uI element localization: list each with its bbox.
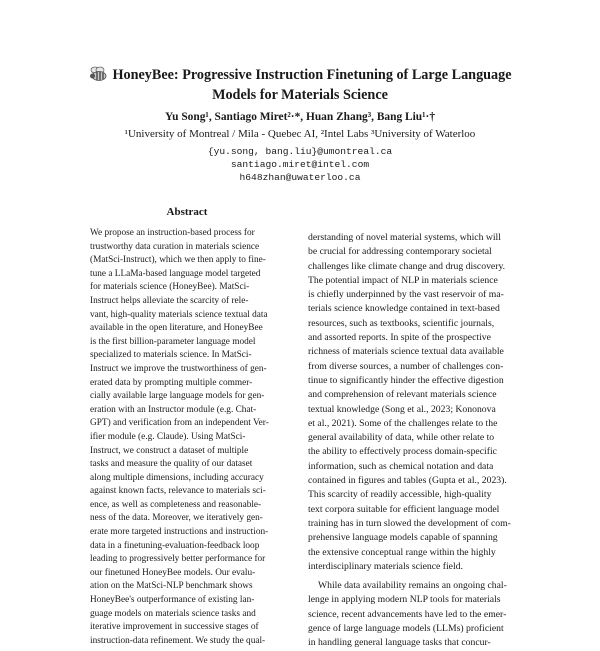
text-line: contained in figures and tables (Gupta et al., 2023). — [308, 475, 507, 487]
honeybee-logo-icon — [88, 66, 108, 87]
text-line: (MatSci-Instruct), which we then apply to fine- — [90, 255, 266, 266]
text-line: gence of large language models (LLMs) proficient — [308, 623, 504, 635]
text-line: available in the open literature, and HoneyBee — [90, 323, 263, 334]
text-line: HoneyBee's outperformance of existing lan- — [90, 595, 255, 606]
text-line: and assorted reports. In spite of the prospective — [308, 332, 491, 344]
text-line: along multiple dimensions, including accuracy — [90, 472, 264, 483]
title-line-1: HoneyBee: Progressive Instruction Finetuning of Large Language — [112, 67, 512, 83]
text-line: terials science knowledge contained in text-based — [308, 303, 500, 315]
text-line: our finetuned HoneyBee models. Our evalu- — [90, 567, 256, 578]
text-line: training has in turn slowed the development of com- — [308, 517, 511, 529]
text-line: textual knowledge (Song et al., 2023; Kononova — [308, 403, 496, 415]
text-line: is the first billion-parameter language model — [90, 336, 256, 347]
text-line: trustworthy data curation in materials science — [90, 241, 260, 252]
text-line: instruction-data refinement. We study the qual- — [90, 635, 266, 646]
paper-title — [0, 66, 600, 104]
affiliations: ¹University of Montreal / Mila - Quebec AI, ²Intel Labs ³University of Waterloo — [124, 128, 476, 140]
text-line: ness of the data. Moreover, we iteratively gen- — [90, 513, 263, 524]
text-line: challenges like climate change and drug discovery. — [308, 260, 506, 272]
text-line: While data availability remains an ongoing chal- — [318, 580, 507, 592]
text-line: general availability of data, while other relate to — [308, 432, 495, 444]
text-line: prehensive language models capable of spanning — [308, 532, 498, 544]
text-line: science, recent advancements have led to the emer- — [308, 608, 507, 620]
text-line: information, such as chemical notation and data — [308, 460, 494, 472]
text-line: et al., 2021). Some of the challenges relate to the — [308, 417, 498, 429]
text-line: eration with an Instructor module (e.g. Chat- — [90, 404, 257, 415]
text-line: resources, such as textbooks, scientific journals, — [308, 317, 495, 329]
text-line: Instruct we improve the trustworthiness of gen- — [90, 363, 267, 374]
text-line: cially available large language models for gen- — [90, 391, 265, 402]
abstract-body — [90, 227, 286, 648]
text-line: from diverse sources, a number of challenges con- — [308, 360, 504, 372]
email-intel: santiago.miret@intel.com — [230, 159, 370, 170]
text-line: in handling general language tasks that concur- — [308, 637, 491, 649]
text-line: derstanding of novel material systems, which will — [308, 232, 501, 243]
text-line: ation on the MatSci-NLP benchmark shows — [90, 581, 253, 592]
text-line: tinue to significantly hinder the effective digestion — [308, 374, 504, 386]
text-line: iterative improvement in successive stages of — [90, 622, 259, 633]
text-line: Instruct, we construct a dataset of multiple — [90, 445, 249, 456]
author-list: Yu Song¹, Santiago Miret²·*, Huan Zhang³, Bang Liu¹·† — [164, 111, 436, 123]
text-line: erate more targeted instructions and instruction- — [90, 527, 269, 538]
introduction-body — [308, 231, 534, 651]
text-line: ence, as well as completeness and reasonable- — [90, 499, 262, 510]
text-line: GPT) and verification from an independent Ver- — [90, 418, 269, 429]
text-line: We propose an instruction-based process for — [90, 228, 255, 238]
text-line: interdisciplinary materials science field. — [308, 560, 463, 572]
text-line: richness of materials science textual data available — [308, 346, 504, 358]
text-line: the extensive conceptual range within the highly — [308, 546, 496, 558]
text-line: and comprehension of relevant materials science — [308, 389, 497, 401]
email-uwaterloo: h648zhan@uwaterloo.ca — [239, 172, 361, 183]
text-line: ifier module (e.g. Claude). Using MatSci- — [90, 431, 246, 442]
text-line: the ability to effectively process domain-specific — [308, 446, 497, 458]
text-line: be crucial for addressing contemporary societal — [308, 246, 492, 258]
abstract-heading: Abstract — [166, 206, 208, 218]
text-line: Instruct helps alleviate the scarcity of rele- — [90, 295, 249, 306]
text-line: lenge in applying modern NLP tools for materials — [308, 594, 501, 606]
text-line: This scarcity of readily accessible, high-quality — [308, 489, 492, 501]
text-line: is chiefly underpinned by the vast reservoir of ma- — [308, 289, 504, 301]
text-line: guage models on materials science tasks and — [90, 608, 256, 619]
text-line: tune a LLaMa-based language model targeted — [90, 268, 261, 279]
text-line: for materials science (HoneyBee). MatSci- — [90, 282, 250, 293]
email-umontreal: {yu.song, bang.liu}@umontreal.ca — [207, 146, 393, 157]
text-line: The potential impact of NLP in materials science — [308, 274, 498, 286]
text-line: leading to progressively better performance for — [90, 554, 266, 565]
text-line: tasks and measure the quality of our dataset — [90, 459, 253, 470]
text-line: vant, high-quality materials science textual data — [90, 309, 268, 320]
text-line: specialized to materials science. In MatSci- — [90, 350, 252, 361]
text-line: erated data by prompting multiple commer- — [90, 377, 253, 388]
text-line: data in a finetuning-evaluation-feedback loop — [90, 540, 260, 551]
text-line: text corpora suitable for efficient language model — [308, 503, 500, 515]
title-line-2: Models for Materials Science — [212, 87, 388, 103]
text-line: against known facts, relevance to materials sci- — [90, 486, 266, 497]
